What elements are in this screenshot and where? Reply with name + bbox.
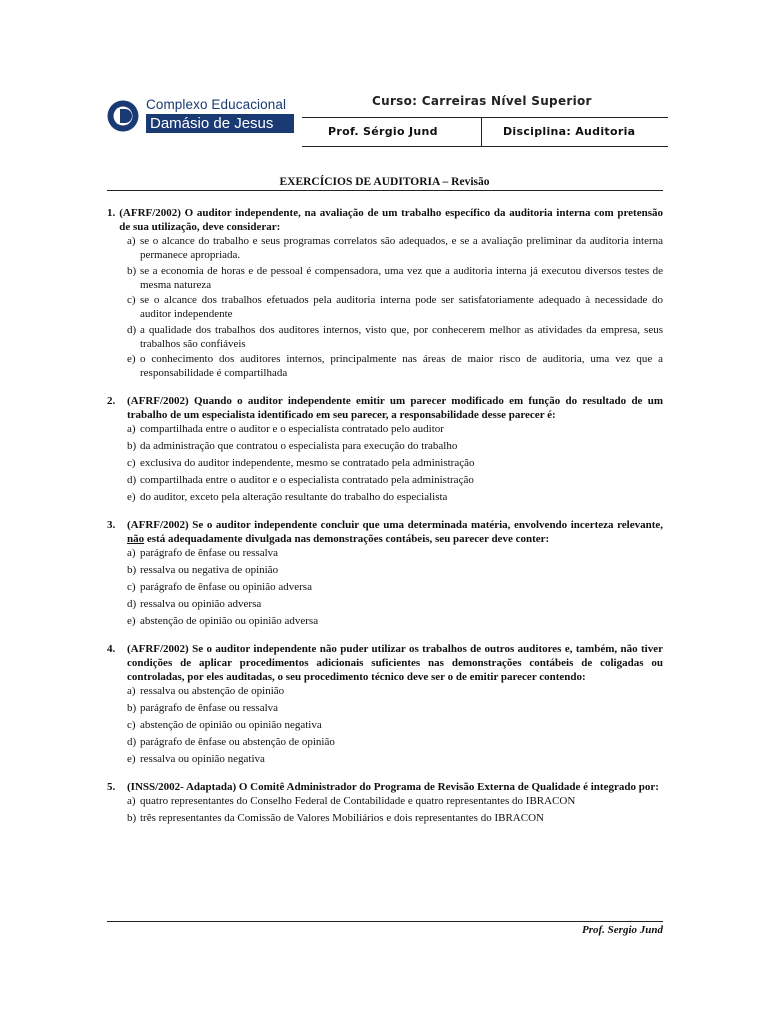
option-text: ressalva ou negativa de opinião [140,564,279,576]
option-text: se a economia de horas e de pessoal é compensadora, uma vez que a auditoria interna já executou diversos testes de mesma natureza [140,264,663,291]
option-text: ressalva ou opinião negativa [140,753,265,765]
option-letter: e) [127,753,136,765]
option-text: quatro representantes do Conselho Federal de Contabilidade e quatro representantes do IBRACON [140,795,576,807]
option-d [127,597,663,611]
option-list [107,546,663,628]
course-label: Curso: Carreiras Nível Superior [372,94,592,108]
option-d [127,473,663,487]
option-letter: b) [127,702,137,714]
questions-list [107,206,663,839]
option-list [107,234,663,380]
title-rule [107,190,663,191]
option-letter: b) [127,812,137,824]
option-text: parágrafo de ênfase ou abstenção de opinião [140,736,335,748]
option-letter: d) [127,598,137,610]
option-a [127,234,663,262]
option-b [127,264,663,292]
footer-author: Prof. Sergio Jund [582,924,663,936]
option-text: compartilhada entre o auditor e o especialista contratado pela administração [140,474,474,486]
option-list [107,422,663,504]
professor-label: Prof. Sérgio Jund [328,125,438,138]
option-text: a qualidade dos trabalhos dos auditores internos, visto que, por conhecerem melhor as atividades da empresa, seus trabalhos são confiáveis [140,323,663,350]
option-text: ressalva ou abstenção de opinião [140,685,285,697]
option-letter: d) [127,736,137,748]
option-text: o conhecimento dos auditores internos, principalmente nas áreas de maior risco de auditoria, uma vez que a responsabilidade é compartilhada [140,353,663,379]
option-text: parágrafo de ênfase ou opinião adversa [140,581,312,593]
option-letter: b) [127,264,137,277]
option-letter: d) [127,474,137,486]
header-divider [481,117,482,147]
option-c [127,456,663,470]
question-2 [107,394,663,504]
footer-rule [107,921,663,922]
option-letter: c) [127,719,136,731]
option-text: compartilhada entre o auditor e o especialista contratado pelo auditor [140,423,444,435]
option-e [127,490,663,504]
option-text: abstenção de opinião ou opinião adversa [140,615,319,627]
option-letter: a) [127,423,136,435]
option-a [127,422,663,436]
option-b [127,701,663,715]
option-a [127,546,663,560]
stem-underlined: não [127,533,145,545]
option-letter: d) [127,323,137,336]
question-text: (AFRF/2002) Quando o auditor independente emitir um parecer modificado em função do resultado de um trabalho de um especialista identificado em seu parecer, a responsabilidade desse parecer é: [127,395,663,421]
page-title: EXERCÍCIOS DE AUDITORIA – Revisão [279,176,490,188]
option-letter: e) [127,615,136,627]
option-letter: e) [127,353,136,365]
question-5 [107,780,663,825]
option-text: do auditor, exceto pela alteração resultante do trabalho do especialista [140,491,448,503]
option-text: três representantes da Comissão de Valores Mobiliários e dois representantes do IBRACON [140,812,544,824]
logo-text-top: Complexo Educacional [146,97,287,112]
stem-part: (AFRF/2002) Se o auditor independente concluir que uma determinada matéria, envolvendo incerteza relevante, [127,519,663,531]
question-number: 3. [107,519,116,531]
question-stem [107,206,663,234]
option-e [127,752,663,766]
option-b [127,811,663,825]
option-letter: b) [127,564,137,576]
question-number: 1. [107,207,116,219]
option-text: se o alcance dos trabalhos efetuados pela auditoria interna pode ser satisfatoriamente adequado à necessidade do auditor independente [140,294,663,320]
option-text: se o alcance do trabalho e seus programas correlatos são adequados, e se a avaliação preliminar da auditoria interna permanece apropriada. [140,235,663,261]
option-e [127,614,663,628]
discipline-label: Disciplina: Auditoria [503,125,636,138]
option-d [127,735,663,749]
option-letter: c) [127,581,136,593]
option-letter: a) [127,685,136,697]
question-text: (AFRF/2002) Se o auditor independente não puder utilizar os trabalhos de outros auditores e, também, não tiver condições de aplicar procedimentos adicionais suficientes nas demonstrações contábeis de coligadas ou controladas, por eles auditadas, o seu procedimento técnico deve ser o de emitir parecer contendo: [127,643,663,683]
option-b [127,439,663,453]
option-c [127,293,663,321]
option-letter: a) [127,795,136,807]
logo-text-bottom: Damásio de Jesus [146,114,294,133]
option-letter: c) [127,294,136,306]
option-c [127,580,663,594]
option-letter: a) [127,235,136,247]
option-letter: e) [127,491,136,503]
stem-part: está adequadamente divulgada nas demonstrações contábeis, seu parecer deve conter: [144,533,550,545]
question-3 [107,518,663,628]
option-text: abstenção de opinião ou opinião negativa [140,719,322,731]
option-b [127,563,663,577]
option-text: ressalva ou opinião adversa [140,598,262,610]
option-list [107,794,663,825]
option-c [127,718,663,732]
option-e [127,352,663,380]
question-number: 5. [107,781,116,793]
option-text: parágrafo de ênfase ou ressalva [140,547,279,559]
question-number: 2. [107,395,116,407]
question-stem [107,394,663,422]
logo-emblem-icon [106,99,140,133]
option-a [127,684,663,698]
option-d [127,323,663,351]
question-stem [107,780,663,794]
question-1 [107,206,663,380]
question-4 [107,642,663,766]
question-text: (INSS/2002- Adaptada) O Comitê Administrador do Programa de Revisão Externa de Qualidade é integrado por: [127,781,659,793]
option-letter: b) [127,440,137,452]
option-letter: a) [127,547,136,559]
question-stem [107,518,663,546]
option-text: da administração que contratou o especialista para execução do trabalho [140,440,458,452]
option-text: exclusiva do auditor independente, mesmo se contratado pela administração [140,457,475,469]
question-stem [107,642,663,684]
option-text: parágrafo de ênfase ou ressalva [140,702,279,714]
question-number: 4. [107,643,116,655]
option-list [107,684,663,766]
option-letter: c) [127,457,136,469]
option-a [127,794,663,808]
question-text [127,518,663,546]
institution-logo [106,97,290,137]
question-text: (AFRF/2002) O auditor independente, na avaliação de um trabalho específico da auditoria interna com pretensão de sua utilização, deve considerar: [119,207,663,233]
